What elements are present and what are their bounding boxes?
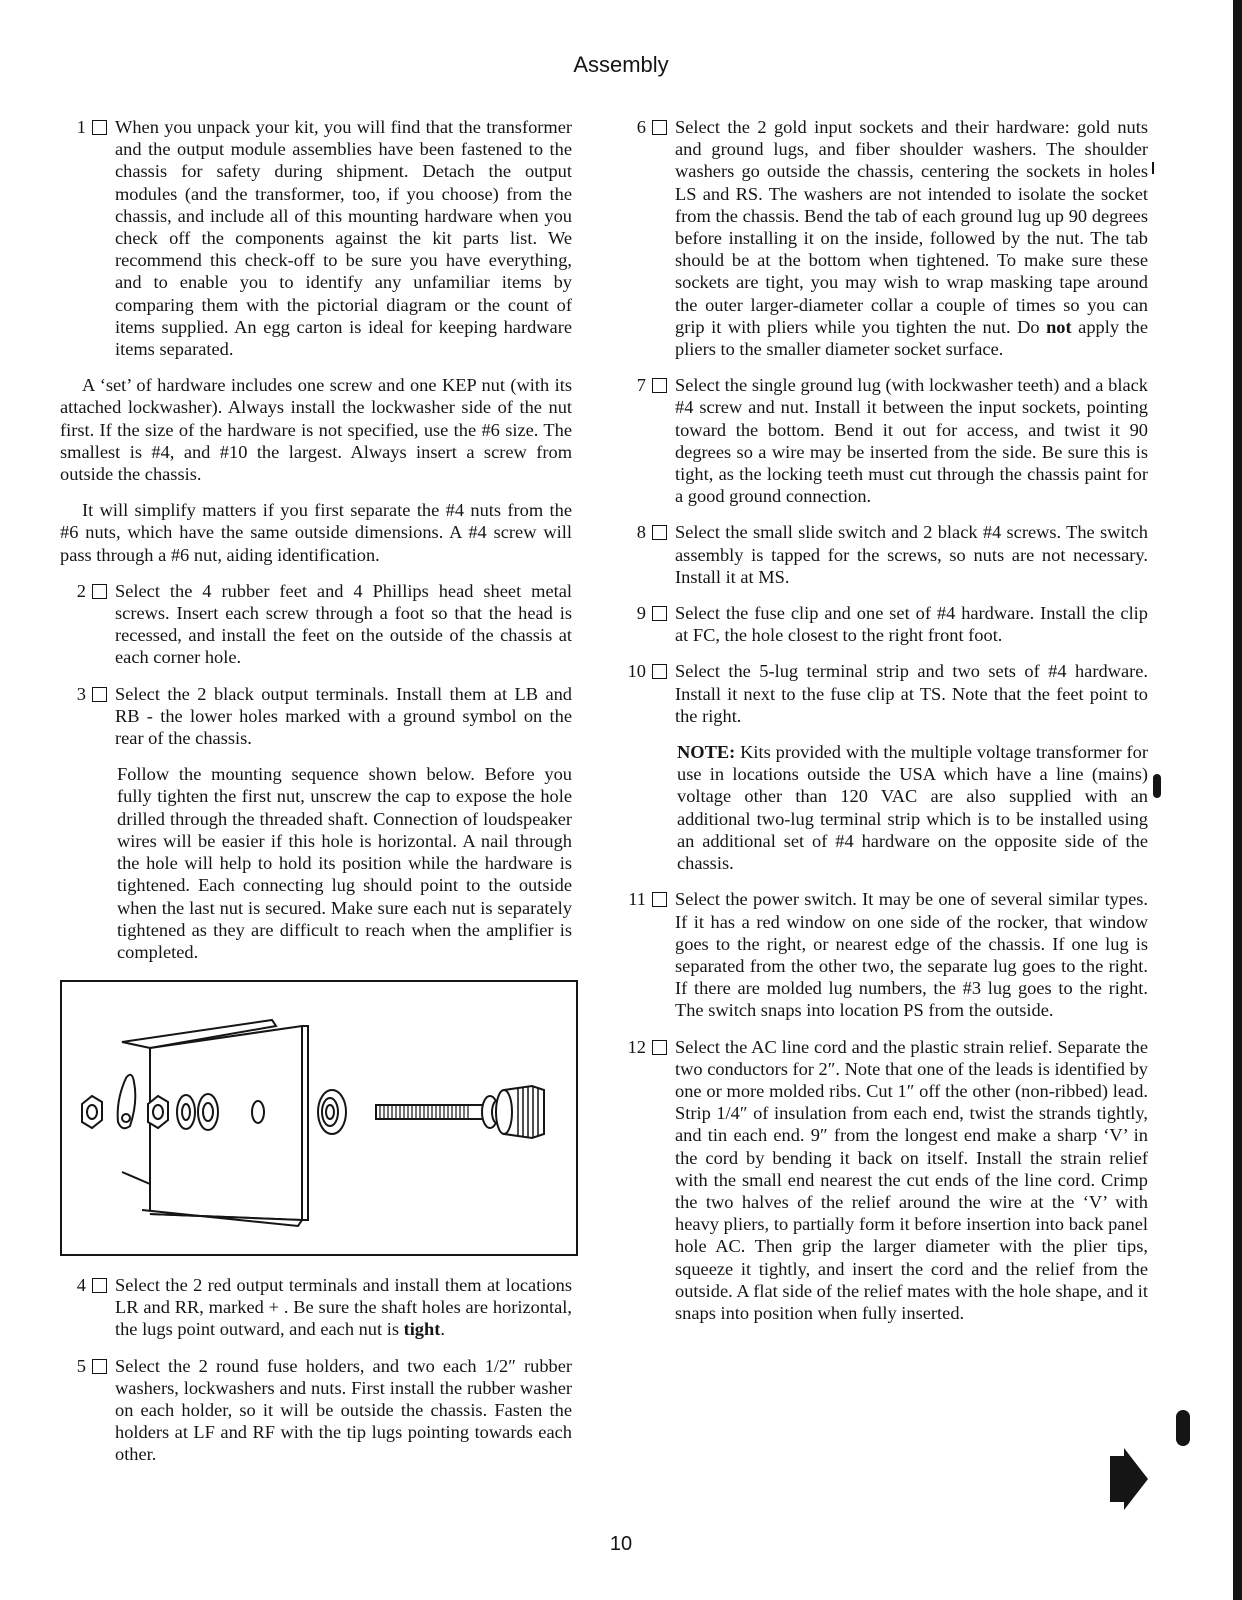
hardware-set-paragraph: A ‘set’ of hardware includes one screw and one KEP nut (with its attached lockwasher). Always install the lockwasher side of the nut first. If the size of the hardware is not specified, use the #6 size. The smallest is #4, and #10 the largest. Always insert a screw from outside the chassis. [60,375,572,485]
small-washer [252,1101,264,1123]
checkbox[interactable] [652,664,667,679]
step-number: 9 [636,603,646,624]
step-text: Select the 4 rubber feet and 4 Phillips head sheet metal screws. Insert each screw through a foot so that the head is recessed, and install the feet on the outside of the chassis at each corner hole. [115,580,572,668]
step-text-part: apply the pliers to the smaller diameter socket surface. [675,316,1148,360]
emphasis-text: tight [403,1319,441,1340]
step-text: Select the 5-lug terminal strip and two sets of #4 hardware. Install it next to the fuse clip at TS. Note that the feet point to the right. [675,661,1148,726]
step-text-part: . [440,1319,445,1340]
step-9 [620,602,1148,646]
step-5 [60,1355,572,1466]
step-8 [620,521,1148,588]
step-text [115,1274,572,1341]
checkbox[interactable] [652,378,667,393]
shoulder-washer [318,1090,346,1134]
step-number: 6 [636,117,646,137]
step-11 [620,888,1148,1021]
note-paragraph [677,741,1148,874]
step-text: Select the fuse clip and one set of #4 hardware. Install the clip at FC, the hole closest to the right front foot. [675,603,1148,646]
checkbox[interactable] [652,525,667,540]
step-number: 7 [636,375,646,396]
washer-2 [198,1094,218,1130]
step-text-part: Select the 2 red output terminals and install them at locations LR and RR, marked + . Be sure the shaft holes are horizontal, the lugs point outward, and each nut is [115,1275,572,1340]
lug [118,1075,136,1128]
step-text: Select the AC line cord and the plastic strain relief. Separate the two conductors for 2″. Note that one of the leads is identified by one or more molded ribs. Cut 1″ off the other (non-ribbed) lead. Strip 1/4″ of insulation from each end, twist the strands tightly, and tin each end. 9″ from the longest end make a sharp ‘V’ in the cord by bending it back on itself. Install the strain relief with the small end nearest the cut ends of the line cord. Crimp the two halves of the relief around the wire at the ‘V’ with heavy pliers, to partially form it before insertion into back panel hole AC. Then grip the larger diameter with the plier tips, squeeze it tightly, and insert the cord and the relief from the outside. A flat side of the relief mates with the hole shape, and it snaps into position when fully inserted. [675,1036,1148,1323]
checkbox[interactable] [652,1040,667,1055]
step-3 [60,683,572,750]
step-12 [620,1036,1148,1325]
margin-blob-mark [1153,774,1161,798]
checkbox[interactable] [92,1278,107,1293]
nut-1 [82,1096,102,1128]
nut-2 [148,1096,168,1128]
step-6 [620,116,1148,360]
terminal-cap [496,1086,544,1138]
right-column [620,116,1148,1338]
step-10 [620,660,1148,727]
mounting-sequence-diagram [60,980,578,1256]
step-2 [60,580,572,669]
note-text: Kits provided with the multiple voltage transformer for use in locations outside the USA which have a line (mains) voltage other than 120 VAC are also supplied with an additional two-lug terminal strip which is to be installed using an additional set of #4 hardware on the opposite side of the chassis. [677,742,1148,874]
checkbox[interactable] [652,892,667,907]
margin-tick-mark [1152,162,1154,174]
checkbox[interactable] [92,1359,107,1374]
step-7 [620,374,1148,507]
step-1 [60,116,572,360]
checkbox[interactable] [652,606,667,621]
step-text [675,116,1148,360]
step-number: 2 [76,580,86,601]
step-number: 5 [76,1355,86,1376]
page-number: 10 [609,1533,633,1555]
page-title: Assembly [573,52,669,77]
step-text: Select the 2 black output terminals. Install them at LB and RB - the lower holes marked with a ground symbol on the rear of the chassis. [115,683,572,749]
step-text-part: Select the 2 gold input sockets and their hardware: gold nuts and ground lugs, and fiber shoulder washers. The shoulder washers go outside the chassis, centering the sockets in holes LS and RS. The washers are not intended to isolate the socket from the chassis. Bend the tab of each ground lug up 90 degrees before installing it on the inside, followed by the nut. The tab should be at the bottom when tightened. To make sure these sockets are tight, you may wish to wrap masking tape around the outer larger-diameter collar a couple of times so you can grip it with pliers while you tighten the nut. Do [675,117,1148,337]
checkbox[interactable] [92,120,107,135]
washer-1 [177,1095,195,1129]
step-text: Select the 2 round fuse holders, and two each 1/2″ rubber washers, lockwashers and nuts. First install the rubber washer on each holder, so it will be outside the chassis. Fasten the holders at LF and RF with the tip lugs pointing towards each other. [115,1355,572,1465]
step-number: 10 [627,661,646,682]
mounting-sequence-paragraph: Follow the mounting sequence shown below. Before you fully tighten the first nut, unscrew the cap to expose the hole drilled through the threaded shaft. Connection of loudspeaker wires will be easier if this hole is horizontal. A nail through the hole will help to hold its position while the hardware is tightened. Each connecting lug should point to the outside when the last nut is secured. Make sure each nut is separately tightened as they are difficult to reach when the amplifier is completed. [117,764,572,962]
checkbox[interactable] [92,687,107,702]
margin-blob-mark [1176,1410,1190,1446]
continue-arrow-icon [1108,1448,1150,1510]
emphasis-text: not [1046,316,1072,337]
step-number: 1 [76,117,86,137]
step-text: Select the single ground lug (with lockwasher teeth) and a black #4 screw and nut. Install it between the input sockets, pointing toward the bottom. Bend it out for access, and twist it 90 degrees so a wire may be inserted from the side. Be sure this is tight, as the locking teeth must cut through the chassis paint for a good ground connection. [675,375,1148,507]
step-number: 4 [76,1275,86,1295]
step-text: Select the power switch. It may be one of several similar types. If it has a red window on one side of the rocker, that window goes to the right, or nearest edge of the chassis. If one lug is separated from the other two, the separate lug goes to the right. If there are molded lug numbers, the #3 lug goes to the right. The switch snaps into location PS from the outside. [675,889,1148,1021]
nut-separation-paragraph: It will simplify matters if you first separate the #4 nuts from the #6 nuts, which have the same outside dimensions. A #4 screw will pass through a #6 nut, aiding identification. [60,500,572,565]
checkbox[interactable] [92,584,107,599]
step-text: Select the small slide switch and 2 black #4 screws. The switch assembly is tapped for the screws, so nuts are not necessary. Install it at MS. [675,522,1148,587]
left-column [60,116,572,977]
step-number: 12 [627,1036,646,1057]
left-column-continued [60,1274,572,1480]
threaded-shaft [376,1096,504,1128]
page-edge-bar [1233,0,1242,1600]
step-number: 3 [76,683,86,704]
step-number: 8 [636,522,646,543]
note-label: NOTE: [677,742,736,763]
step-text: When you unpack your kit, you will find that the transformer and the output module assemblies have been fastened to the chassis for safety during shipment. Detach the output modules (and the transformer, too, if you choose) from the chassis, and include all of this mounting hardware when you check off the components against the kit parts list. We recommend this check-off to be sure you have everything, and to enable you to identify any unfamiliar items by comparing them with the pictorial diagram or the count of items supplied. An egg carton is ideal for keeping hardware items separated. [115,117,572,360]
step-4 [60,1274,572,1341]
checkbox[interactable] [652,120,667,135]
step-number: 11 [628,889,646,910]
